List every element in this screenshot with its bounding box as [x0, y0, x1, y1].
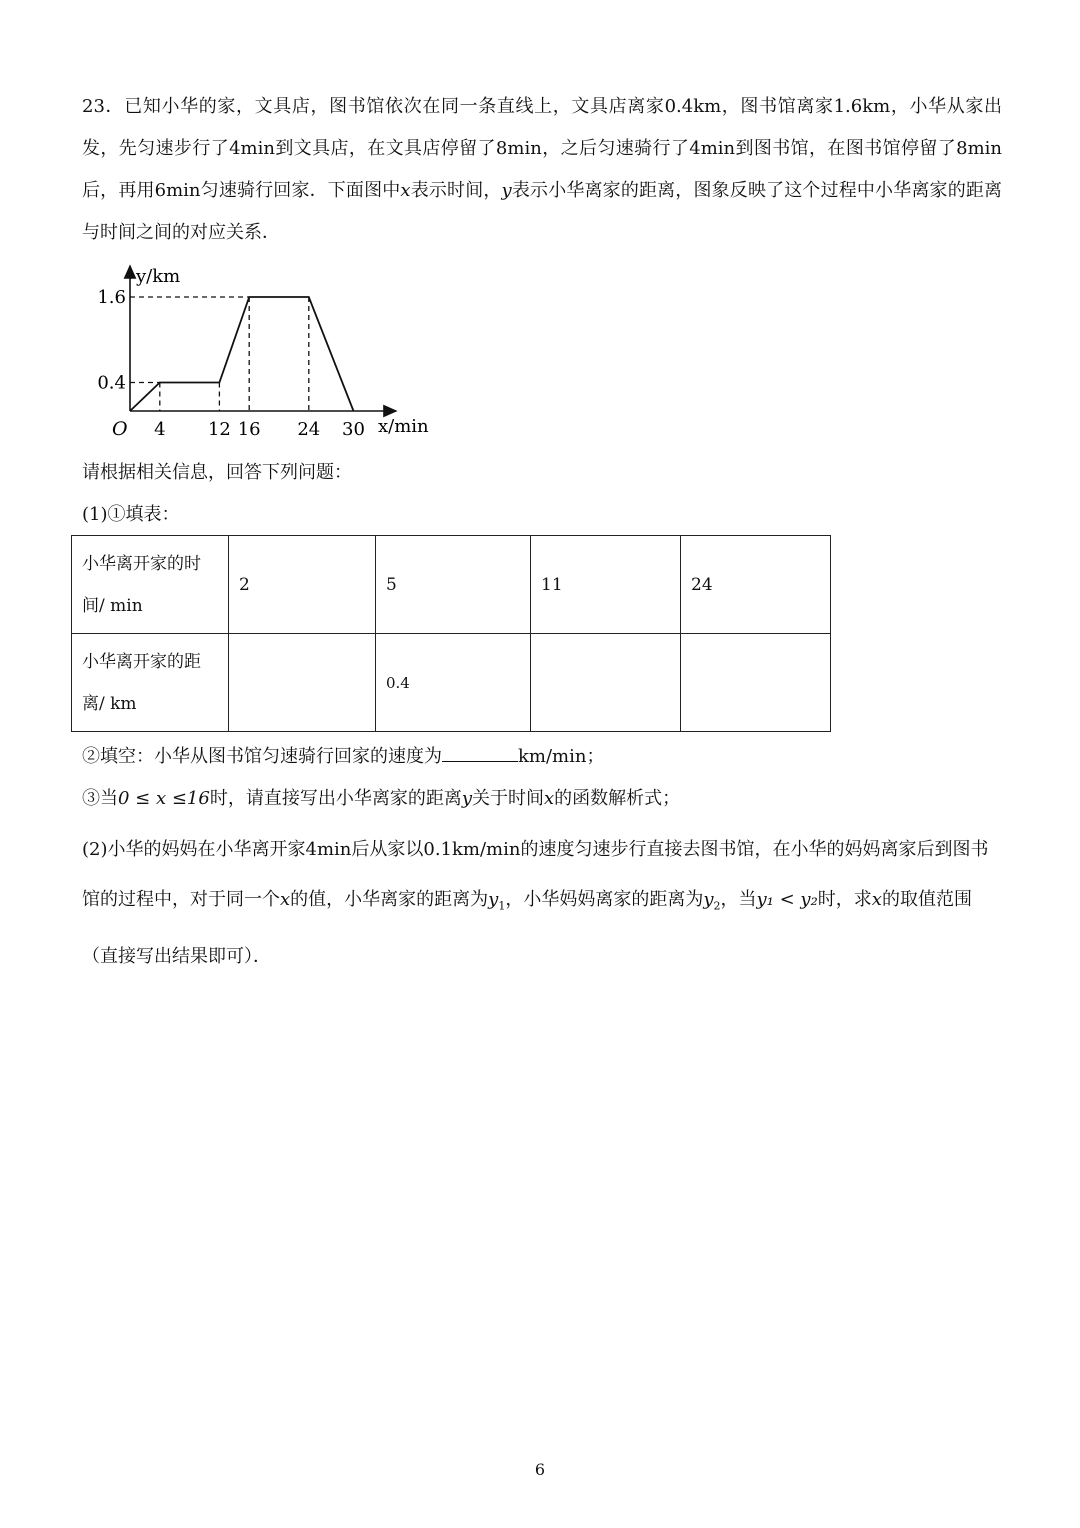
question-1-label: (1)①填表： [82, 504, 180, 525]
var-y: y [461, 788, 473, 809]
problem-statement [82, 86, 1002, 254]
sub-1: 1 [498, 899, 506, 913]
x-axis-label: x/min [378, 416, 429, 437]
q3-text-2: 时，请直接写出小华离家的距离 [209, 788, 462, 809]
distance-line [130, 297, 354, 411]
q3-condition: 0 ≤ x ≤16 [118, 788, 210, 809]
sub-2: 2 [713, 899, 721, 913]
var-x: x [871, 889, 882, 910]
time-cell: 24 [681, 536, 831, 634]
x-tick-label: 16 [237, 419, 261, 440]
problem-text-1: 已知小华的家，文具店，图书馆依次在同一条直线上，文具店离家0.4km，图书馆离家1.6km，小华从家出发，先匀速步行了4min到文具店，在文具店停留了8min，之后匀速骑行了4min到图书馆，在图书馆停留了8min后，再用6min匀速骑行回家．下面图中 [82, 96, 1003, 201]
comparison: y₁ < y₂ [756, 889, 818, 910]
q2-unit: km/min； [518, 746, 605, 767]
var-x: x [280, 889, 291, 910]
y-axis-label: y/km [136, 266, 181, 287]
problem-text-3: 表示小华离家的距离，图象反映了这个过程中小华离家的距离与时间之间的对应关系． [82, 180, 1003, 243]
time-cell: 11 [531, 536, 681, 634]
p2-text-4: ，当 [720, 889, 757, 910]
distance-time-graph [90, 258, 430, 448]
dashed-guides [130, 297, 309, 411]
distance-cell [229, 634, 376, 732]
question-3 [82, 784, 1002, 810]
problem-text-2: 表示时间， [410, 180, 502, 201]
time-cell: 2 [229, 536, 376, 634]
q3-text-4: 的函数解析式； [554, 788, 681, 809]
part-2 [82, 825, 1002, 982]
distance-cell [681, 634, 831, 732]
y-tick-label: 0.4 [97, 372, 126, 394]
x-tick-label: 30 [342, 419, 365, 440]
time-cell: 5 [376, 536, 531, 634]
table-row [72, 536, 831, 634]
answer-blank [442, 745, 518, 762]
var-y1: y [488, 889, 499, 910]
var-x: x [400, 180, 411, 201]
p2-text-1: (2)小华的妈妈在小华离开家4min后从家以0.1km/min的速度匀速步行直接去图书馆，在小华的妈妈离家后到图书馆的过程中，对于同一个 [82, 839, 989, 910]
p2-text-2: 的值，小华离家的距离为 [290, 889, 489, 910]
p2-text-6: 的取值范围（直接写出结果即可）． [82, 889, 972, 967]
x-tick-labels [154, 419, 365, 440]
row-header-time: 小华离开家的时间/ min [72, 536, 229, 634]
q2-text: ②填空：小华从图书馆匀速骑行回家的速度为 [82, 746, 442, 767]
table-row [72, 634, 831, 732]
problem-number: 23． [82, 96, 125, 117]
page-number: 6 [534, 1460, 546, 1479]
var-y: y [501, 180, 512, 201]
y-tick-labels [97, 287, 126, 394]
var-y2: y [703, 889, 714, 910]
x-tick-label: 12 [207, 419, 231, 440]
question-2 [82, 742, 1002, 768]
x-tick-label: 24 [297, 419, 321, 440]
distance-cell: 0.4 [376, 634, 531, 732]
p2-text-5: 时，求 [817, 889, 872, 910]
y-tick-label: 1.6 [97, 287, 126, 308]
p2-text-3: ，小华妈妈离家的距离为 [505, 889, 704, 910]
row-header-distance: 小华离开家的距离/ km [72, 634, 229, 732]
distance-cell [531, 634, 681, 732]
q3-text-1: ③当 [82, 788, 118, 809]
var-x: x [544, 788, 555, 809]
fill-in-table [71, 535, 831, 732]
x-tick-label: 4 [154, 419, 166, 440]
origin-label: O [112, 418, 128, 440]
intro-text: 请根据相关信息，回答下列问题： [82, 462, 352, 483]
q3-text-3: 关于时间 [472, 788, 545, 809]
